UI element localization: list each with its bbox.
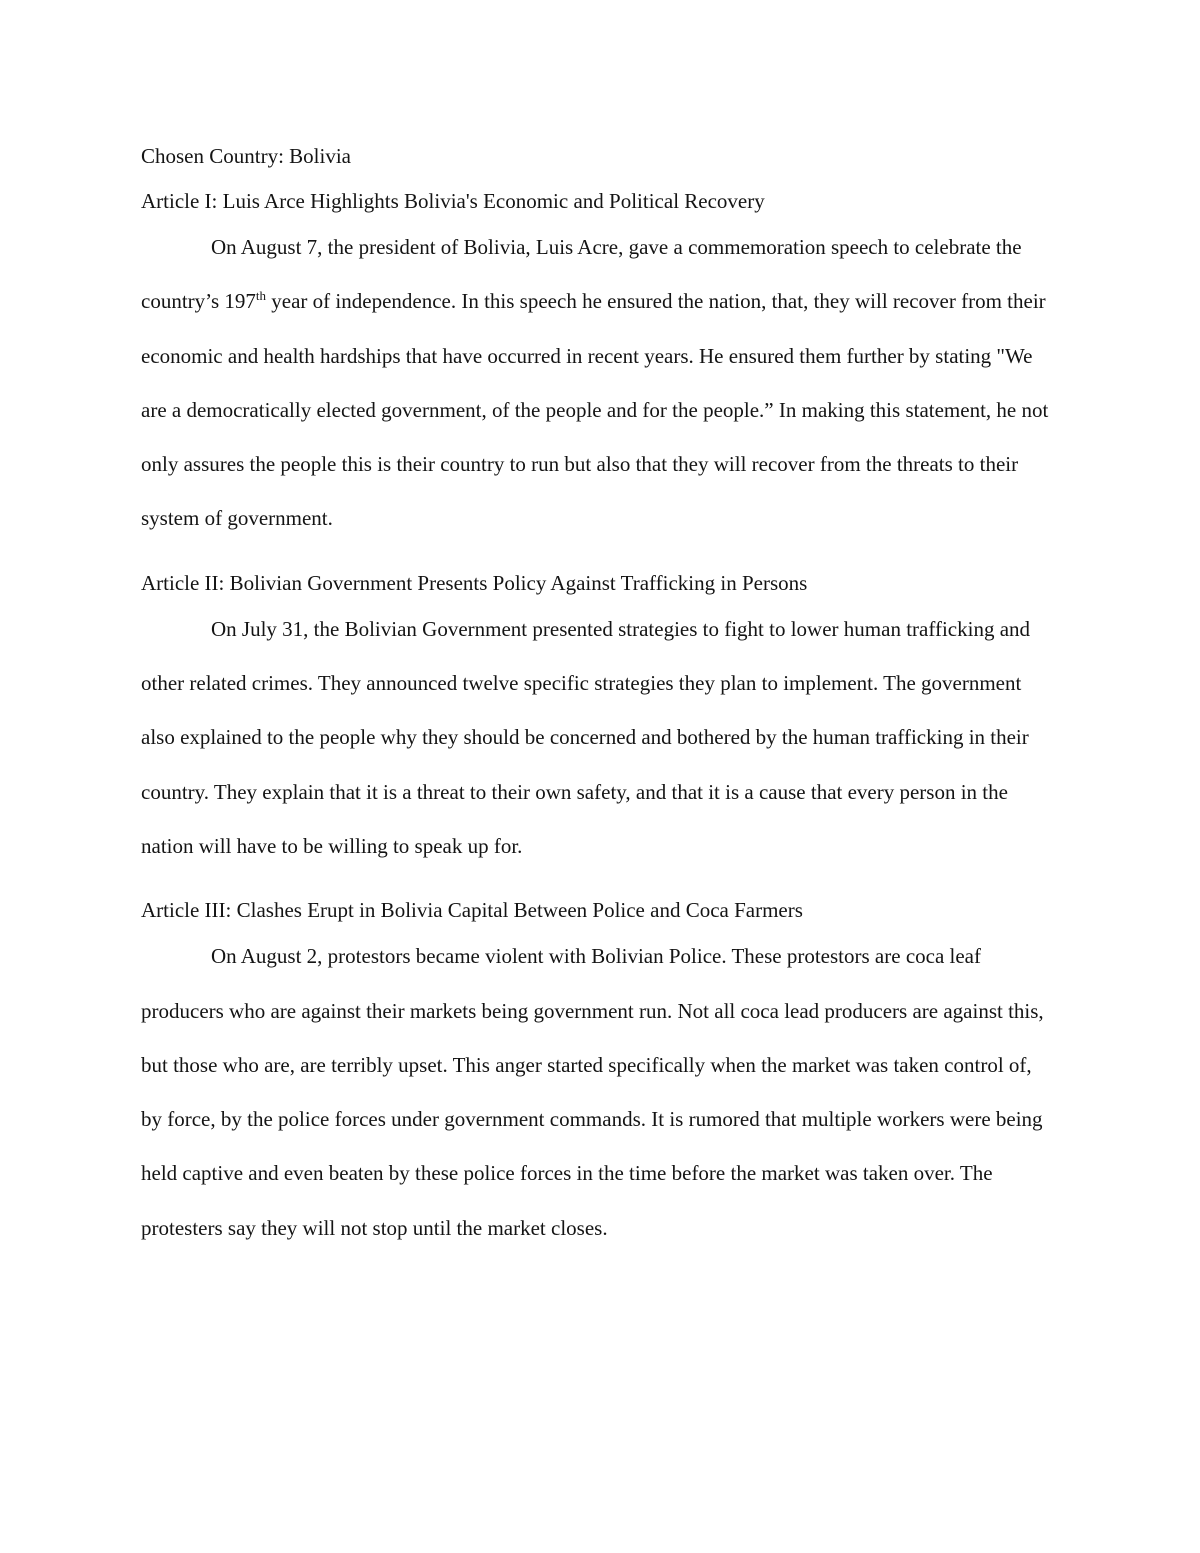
article-1 [141, 186, 1056, 546]
article-1-body-part1: On August 7, the president of Bolivia, Luis Acre, gave a commemoration speech to celebrate the country’s 197 [141, 235, 1022, 314]
article-3 [141, 895, 1056, 1255]
article-3-body: On August 2, protestors became violent with Bolivian Police. These protestors are coca leaf producers who are against their markets being government run. Not all coca lead producers are against this, but those who are, are terribly upset. This anger started specifically when the market was taken control of, by force, by the police forces under government commands. It is rumored that multiple workers were being held captive and even beaten by these police forces in the time before the market was taken over. The protesters say they will not stop until the market closes. [141, 944, 1044, 1240]
article-2-body: On July 31, the Bolivian Government presented strategies to fight to lower human trafficking and other related crimes. They announced twelve specific strategies they plan to implement. The government also explained to the people why they should be concerned and bothered by the human trafficking in their country. They explain that it is a threat to their own safety, and that it is a cause that every person in the nation will have to be willing to speak up for. [141, 616, 1031, 858]
article-1-title: Article I: Luis Arce Highlights Bolivia's Economic and Political Recovery [141, 189, 765, 213]
article-2 [141, 568, 1056, 873]
article-2-title: Article II: Bolivian Government Presents Policy Against Trafficking in Persons [141, 570, 808, 595]
chosen-country-heading: Chosen Country: Bolivia [141, 144, 351, 168]
article-1-ordinal-suffix: th [255, 288, 267, 304]
document-content [141, 141, 1056, 1255]
article-1-body-part2: year of independence. In this speech he ensured the nation, that, they will recover from their economic and health hardships that have occurred in recent years. He ensured them further by stating "We are a democratically elected government, of the people and for the people.” In making this statement, he not only assures the people this is their country to run but also that they will recover from the threats to their system of government. [141, 289, 1049, 531]
article-3-title: Article III: Clashes Erupt in Bolivia Capital Between Police and Coca Farmers [141, 898, 803, 923]
article-1-body [141, 220, 1056, 546]
